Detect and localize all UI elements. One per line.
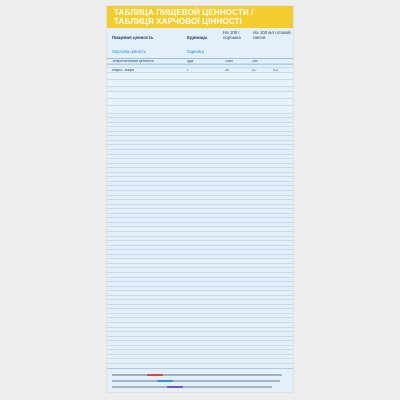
table-row	[107, 92, 293, 99]
table-row	[107, 359, 293, 364]
table-row	[107, 106, 293, 113]
header-name-uk: Харчова цінність	[112, 49, 147, 54]
footnote-line	[112, 374, 282, 376]
row-value-per-100ml: 3,7	[252, 69, 257, 73]
table-row	[107, 80, 293, 87]
header-per-100ml: На 100 мл готовой смеси	[253, 30, 291, 40]
row-value-per-100g: 29	[225, 69, 229, 73]
header-unit-ru: Единицы	[187, 35, 208, 40]
title-uk: ТАБЛИЦЯ ХАРЧОВОЇ ЦІННОСТІ	[114, 17, 242, 26]
row-unit: г	[187, 69, 189, 73]
footnotes	[107, 368, 293, 391]
table-body	[107, 59, 293, 364]
nutrition-table-panel	[107, 6, 293, 392]
row-value-per-100g: 2069	[225, 60, 233, 63]
header-per-100g: На 100 г порошка	[223, 30, 241, 40]
footnote-marker	[147, 374, 163, 376]
header-name-ru: Пищевая ценность	[112, 35, 154, 40]
row-value-extra: 4,2	[273, 69, 278, 73]
footnote-marker	[157, 380, 173, 382]
footnote-line	[112, 386, 272, 388]
footnote-line	[112, 380, 280, 382]
row-name: Жиры / Жири	[112, 69, 134, 73]
row-value-per-100ml: 280	[252, 60, 258, 63]
table-header	[107, 30, 293, 59]
table-row	[107, 73, 293, 80]
footnote-marker	[167, 386, 183, 388]
header-unit-uk: Одиниці	[187, 49, 204, 54]
row-unit: кДж	[187, 60, 194, 63]
title-band	[107, 6, 293, 28]
row-name: Энергетическая ценность	[112, 60, 154, 63]
table-row	[107, 99, 293, 106]
title-ru: ТАБЛИЦА ПИЩЕВОЙ ЦЕННОСТИ /	[114, 8, 254, 17]
